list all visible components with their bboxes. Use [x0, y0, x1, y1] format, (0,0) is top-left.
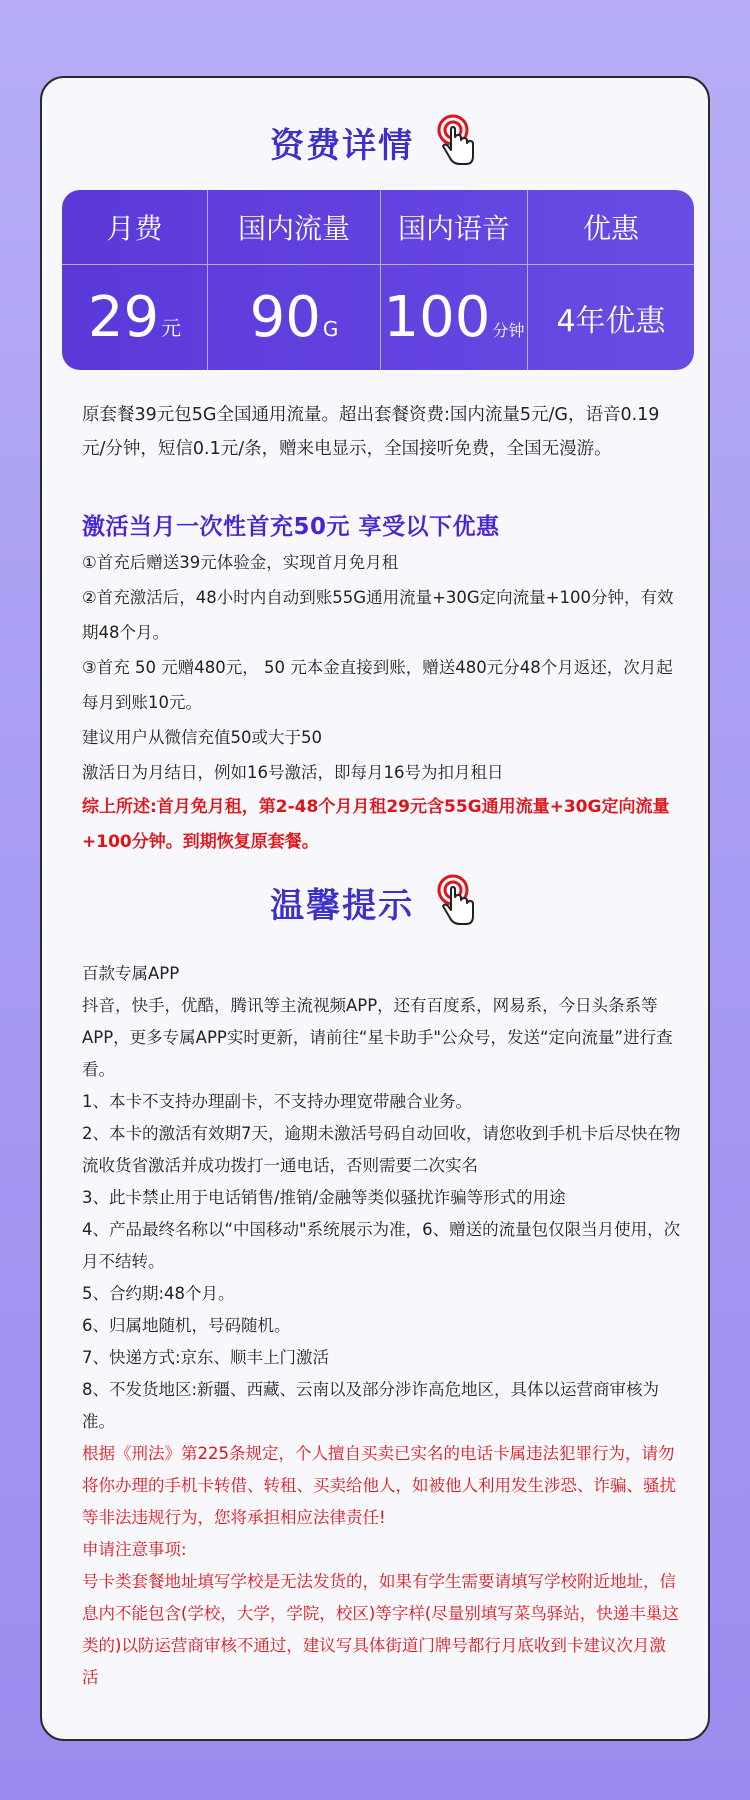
tips-list	[82, 958, 682, 1694]
tip-item: 7、快递方式:京东、顺丰上门激活	[82, 1348, 330, 1367]
data-cell	[208, 265, 381, 370]
data-value: 90	[249, 285, 321, 350]
voice-unit: 分钟	[492, 321, 525, 340]
promo-summary: 综上所述:首月免月租，第2-48个月月租29元含55G通用流量+30G定向流量+100分钟。到期恢复原套餐。	[82, 797, 670, 852]
voice-value: 100	[383, 285, 491, 350]
tip-item: 3、此卡禁止用于电话销售/推销/金融等类似骚扰诈骗等形式的用途	[82, 1188, 566, 1207]
header-discount: 优惠	[582, 212, 639, 245]
voice-cell	[381, 265, 528, 370]
plan-description: 原套餐39元包5G全国通用流量。超出套餐资费:国内流量5元/G，语音0.19元/分钟，短信0.1元/条，赠来电显示，全国接听免费，全国无漫游。	[82, 405, 660, 459]
tip-item: 2、本卡的激活有效期7天，逾期未激活号码自动回收，请您收到手机卡后尽快在物流收货省激活并成功拨打一通电话，否则需要二次实名	[82, 1124, 681, 1175]
promo-title: 激活当月一次性首充50元 享受以下优惠	[82, 514, 500, 540]
rate-table-header	[62, 190, 694, 264]
monthly-fee-unit: 元	[161, 316, 182, 340]
tip-item: 8、不发货地区:新疆、西藏、云南以及部分涉诈高危地区，具体以运营商审核为准。	[82, 1380, 660, 1431]
tip-item: 4、产品最终名称以“中国移动"系统展示为准，6、赠送的流量包仅限当月使用，次月不结转。	[82, 1220, 681, 1271]
rate-table	[62, 190, 694, 370]
header-domestic-data: 国内流量	[208, 190, 381, 264]
header-domestic-voice: 国内语音	[381, 190, 528, 264]
rate-table-values	[62, 264, 694, 370]
monthly-fee-value: 29	[87, 285, 160, 350]
legal-notice: 根据《刑法》第225条规定，个人擅自买卖已实名的电话卡属违法犯罪行为，请勿将你办理的手机卡转借、转租、买卖给他人，如被他人利用发生涉恐、诈骗、骚扰等非法违规行为，您将承担相应法律责任!	[82, 1444, 676, 1527]
discount-value: 4年优惠	[556, 304, 666, 339]
tip-item: 1、本卡不支持办理副卡，不支持办理宽带融合业务。	[82, 1092, 472, 1111]
header-monthly-fee: 月费	[62, 190, 208, 264]
promo-item: ③首充 50 元赠480元， 50 元本金直接到账，赠送480元分48个月返还，次月起每月到账10元。	[82, 658, 673, 712]
tips-title-text: 温馨提示	[270, 885, 415, 926]
promo-item: ②首充激活后，48小时内自动到账55G通用流量+30G定向流量+100分钟，有效期48个月。	[82, 588, 674, 642]
application-notes: 号卡类套餐地址填写学校是无法发货的，如果有学生需要请填写学校附近地址，信息内不能包含(学校，大学，学院，校区)等字样(尽量别填写菜鸟驿站，快递丰巢这类的)以防运营商审核不通过，建议写具体街道门牌号都行月底收到卡建议次月激活	[82, 1572, 679, 1687]
info-card	[40, 76, 710, 1741]
tip-item: 5、合约期:48个月。	[82, 1284, 235, 1303]
monthly-fee-cell	[62, 265, 208, 370]
tip-item: 6、归属地随机，号码随机。	[82, 1316, 291, 1335]
click-hand-icon	[434, 874, 480, 930]
section-title-rates	[42, 114, 708, 170]
tip-item: 抖音，快手，优酷，腾讯等主流视频APP，还有百度系，网易系，今日头条系等APP，更多专属APP实时更新，请前往“星卡助手"公众号，发送“定向流量”进行查看。	[82, 996, 673, 1079]
section-title-tips	[42, 874, 708, 930]
promo-item: 激活日为月结日，例如16号激活，即每月16号为扣月租日	[82, 763, 504, 782]
click-hand-icon	[434, 114, 480, 170]
tip-item: 百款专属APP	[82, 964, 180, 983]
application-notes-title: 申请注意事项:	[82, 1540, 187, 1559]
promo-item: 建议用户从微信充值50或大于50	[82, 728, 322, 747]
promo-item: ①首充后赠送39元体验金，实现首月免月租	[82, 553, 399, 572]
promo-list	[82, 545, 682, 860]
data-unit: G	[322, 317, 339, 341]
rates-title-text: 资费详情	[270, 125, 415, 166]
